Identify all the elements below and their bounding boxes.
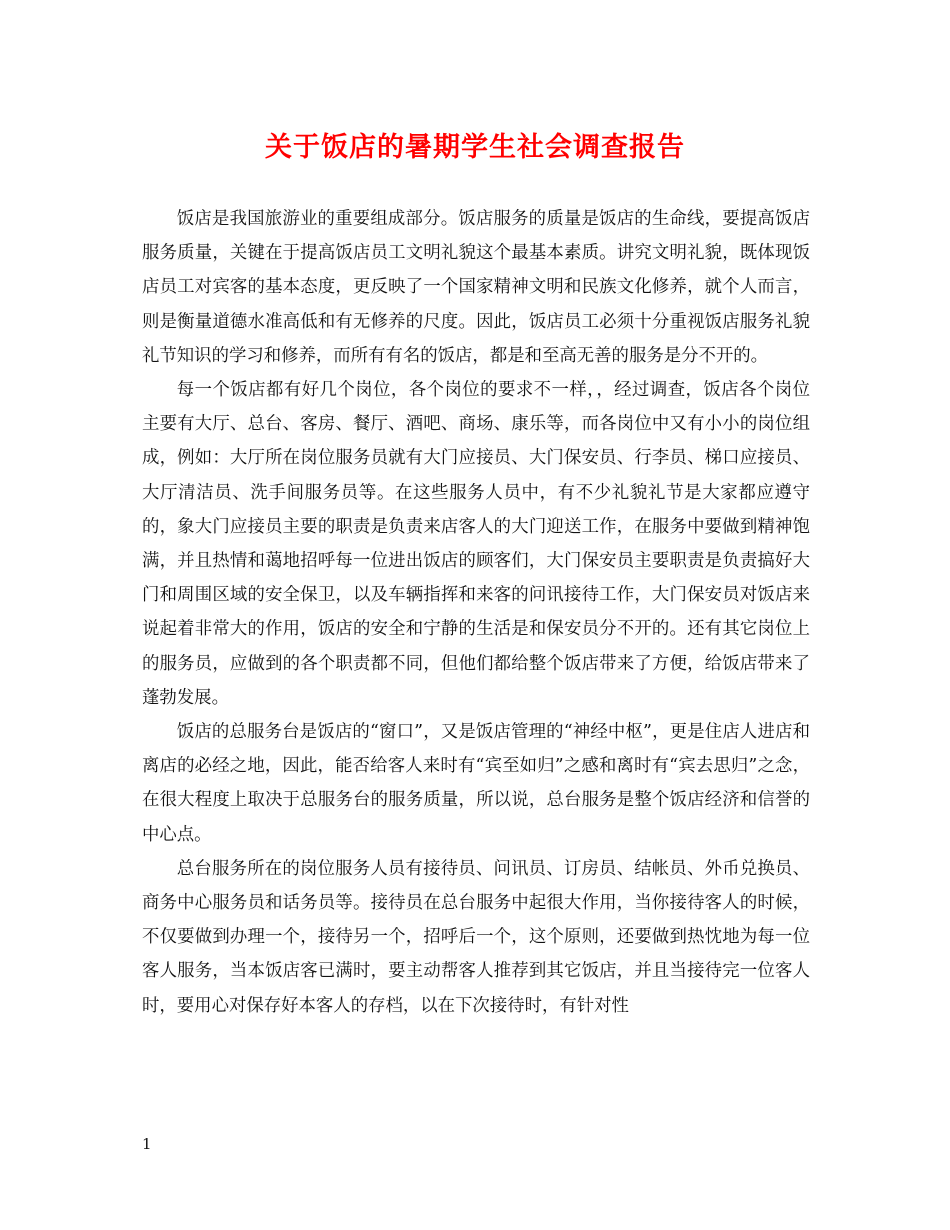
document-body (142, 202, 810, 1023)
paragraph: 总台服务所在的岗位服务人员有接待员、问讯员、订房员、结帐员、外币兑换员、商务中心服务员和话务员等。接待员在总台服务中起很大作用，当你接待客人的时候，不仅要做到办理一个，接待另一个，招呼后一个，这个原则，还要做到热忱地为每一位客人服务，当本饭店客已满时，要主动帮客人推荐到其它饭店，并且当接待完一位客人时，要用心对保存好本客人的存档，以在下次接待时，有针对性 (142, 858, 810, 1016)
paragraph: 每一个饭店都有好几个岗位，各个岗位的要求不一样，，经过调查，饭店各个岗位主要有大厅、总台、客房、餐厅、酒吧、商场、康乐等，而各岗位中又有小小的岗位组成，例如：大厅所在岗位服务员就有大门应接员、大门保安员、行李员、梯口应接员、大厅清洁员、洗手间服务员等。在这些服务人员中，有不少礼貌礼节是大家都应遵守的，象大门应接员主要的职责是负责来店客人的大门迎送工作，在服务中要做到精神饱满，并且热情和蔼地招呼每一位进出饭店的顾客们，大门保安员主要职责是负责搞好大门和周围区域的安全保卫，以及车辆指挥和来客的问讯接待工作，大门保安员对饭店来说起着非常大的作用，饭店的安全和宁静的生活是和保安员分不开的。还有其它岗位上的服务员，应做到的各个职责都不同，但他们都给整个饭店带来了方便，给饭店带来了蓬勃发展。 (142, 380, 810, 708)
paragraph: 饭店是我国旅游业的重要组成部分。饭店服务的质量是饭店的生命线，要提高饭店服务质量，关键在于提高饭店员工文明礼貌这个最基本素质。讲究文明礼貌，既体现饭店员工对宾客的基本态度，更反映了一个国家精神文明和民族文化修养，就个人而言，则是衡量道德水准高低和有无修养的尺度。因此，饭店员工必须十分重视饭店服务礼貌礼节知识的学习和修养，而所有有名的饭店，都是和至高无善的服务是分不开的。 (142, 209, 810, 366)
paragraph: 饭店的总服务台是饭店的“窗口”，又是饭店管理的“神经中枢”，更是住店人进店和离店的必经之地，因此，能否给客人来时有“宾至如归”之感和离时有“宾去思归”之念，在很大程度上取决于总服务台的服务质量，所以说，总台服务是整个饭店经济和信誉的中心点。 (142, 722, 810, 845)
document-title: 关于饭店的暑期学生社会调查报告 (265, 132, 685, 163)
page-number: 1 (142, 1135, 152, 1153)
